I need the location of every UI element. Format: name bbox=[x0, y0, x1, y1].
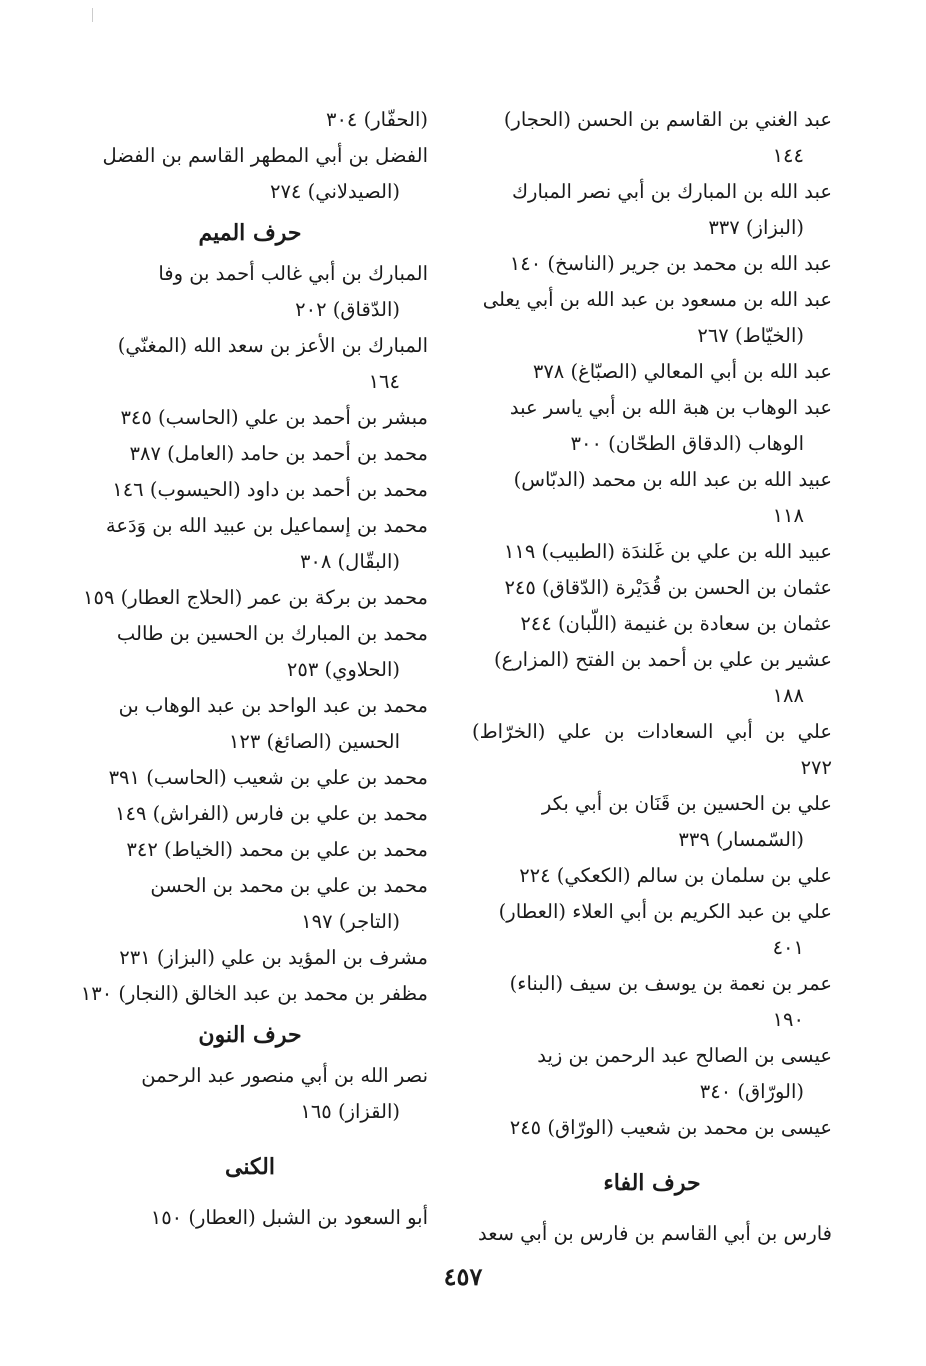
index-entry bbox=[472, 858, 832, 894]
entry-main: محمد بن المبارك بن الحسين بن طالب bbox=[116, 622, 428, 645]
index-entry bbox=[472, 462, 832, 534]
entry-main: عبد الله بن مسعود بن عبد الله بن أبي يعلى bbox=[482, 288, 832, 311]
entry-main: علي بن الحسين بن قَنَان بن أبي بكر bbox=[541, 792, 832, 815]
entry-continuation: ١٨٨ bbox=[772, 684, 804, 707]
index-entry bbox=[472, 966, 832, 1038]
entry-continuation: الوهاب (الدقاق الطحّان) ٣٠٠ bbox=[570, 432, 804, 455]
index-entry bbox=[72, 508, 428, 580]
index-entry bbox=[472, 174, 832, 246]
scan-mark bbox=[92, 8, 93, 22]
entry-main: عيسى بن الصالح عبد الرحمن بن زيد bbox=[537, 1044, 832, 1067]
entry-main: الفضل بن أبي المطهر القاسم بن الفضل bbox=[102, 144, 428, 167]
entry-main: محمد بن عبد الواحد بن عبد الوهاب بن bbox=[118, 694, 428, 717]
index-entry bbox=[472, 642, 832, 714]
entry-continuation: (التاجر) ١٩٧ bbox=[301, 910, 400, 933]
entry-main: عثمان بن الحسن بن قُدَيْرة (الدّقاق) ٢٤٥ bbox=[504, 576, 832, 599]
index-entry bbox=[472, 606, 832, 642]
meem-entry-list bbox=[72, 256, 428, 1012]
entry-continuation: (البقّال) ٣٠٨ bbox=[299, 550, 400, 573]
index-entry bbox=[72, 328, 428, 400]
entry-main: المبارك بن الأعز بن سعد الله (المغنّي) bbox=[117, 334, 428, 357]
index-entry bbox=[72, 616, 428, 688]
entry-main: محمد بن بركة بن عمر (الحلاج العطار) ١٥٩ bbox=[83, 586, 428, 609]
index-entry bbox=[72, 688, 428, 760]
heading-meem: حرف الميم bbox=[198, 220, 302, 246]
entry-main: (الحفّار) ٣٠٤ bbox=[325, 108, 428, 131]
entry-main: عثمان بن سعادة بن غنيمة (اللّبان) ٢٤٤ bbox=[520, 612, 832, 635]
index-entry bbox=[472, 354, 832, 390]
heading-faa: حرف الفاء bbox=[603, 1170, 701, 1196]
heading-kuna: الكنى bbox=[225, 1154, 275, 1180]
entry-continuation: ١٩٠ bbox=[772, 1008, 804, 1031]
entry-continuation: (الحلاوي) ٢٥٣ bbox=[286, 658, 400, 681]
entry-continuation: ١٤٤ bbox=[772, 144, 804, 167]
entry-main: نصر الله بن أبي منصور عبد الرحمن bbox=[141, 1064, 428, 1087]
entry-main: محمد بن علي بن شعيب (الحاسب) ٣٩١ bbox=[108, 766, 428, 789]
entry-continuation: (الورّاق) ٣٤٠ bbox=[699, 1080, 804, 1103]
entry-main: عمر بن نعمة بن يوسف بن سيف (البناء) bbox=[509, 972, 832, 995]
index-entry bbox=[72, 1200, 428, 1236]
entry-main: المبارك بن أبي غالب أحمد بن وفا bbox=[158, 262, 428, 285]
index-entry bbox=[72, 256, 428, 328]
entry-main: محمد بن أحمد بن داود (الحيسوب) ١٤٦ bbox=[112, 478, 428, 501]
right-entry-list bbox=[472, 102, 832, 1146]
index-entry bbox=[472, 714, 832, 786]
entry-main: عيسى بن محمد بن شعيب (الورّاق) ٢٤٥ bbox=[509, 1116, 832, 1139]
entry-continuation: (الدّقاق) ٢٠٢ bbox=[295, 298, 400, 321]
left-column bbox=[72, 102, 428, 1236]
index-entry bbox=[472, 282, 832, 354]
entry-main: عبد الله بن محمد بن جرير (الناسخ) ١٤٠ bbox=[509, 252, 832, 275]
left-top-list bbox=[72, 102, 428, 210]
entry-continuation: ١٦٤ bbox=[368, 370, 400, 393]
index-entry bbox=[72, 102, 428, 138]
entry-continuation: ٤٠١ bbox=[772, 936, 804, 959]
entry-faris bbox=[472, 1216, 832, 1252]
entry-main: عبد الله بن أبي المعالي (الصبّاغ) ٣٧٨ bbox=[532, 360, 832, 383]
index-entry bbox=[72, 832, 428, 868]
entry-main: مظفر بن محمد بن عبد الخالق (النجار) ١٣٠ bbox=[80, 982, 428, 1005]
entry-continuation: ١١٨ bbox=[772, 504, 804, 527]
index-entry bbox=[72, 1058, 428, 1130]
index-entry bbox=[72, 138, 428, 210]
entry-main: عبد الله بن المبارك بن أبي نصر المبارك bbox=[511, 180, 832, 203]
right-column bbox=[472, 102, 832, 1252]
index-entry bbox=[72, 868, 428, 940]
entry-main: عبيد الله بن عبد الله بن محمد (الدبّاس) bbox=[513, 468, 832, 491]
index-entry bbox=[472, 894, 832, 966]
entry-continuation: الحسين (الصائغ) ١٢٣ bbox=[228, 730, 400, 753]
index-entry bbox=[472, 246, 832, 282]
page-number: ٤٥٧ bbox=[443, 1262, 483, 1291]
heading-noon: حرف النون bbox=[198, 1022, 302, 1048]
entry-main: محمد بن إسماعيل بن عبيد الله بن وَدَعة bbox=[105, 514, 428, 537]
kuna-entry-list bbox=[72, 1200, 428, 1236]
entry-continuation: (البزاز) ٣٣٧ bbox=[708, 216, 804, 239]
entry-main: عبد الغني بن القاسم بن الحسن (الحجار) bbox=[503, 108, 832, 131]
entry-continuation: (القزاز) ١٦٥ bbox=[300, 1100, 400, 1123]
index-entry bbox=[472, 786, 832, 858]
index-entry bbox=[72, 580, 428, 616]
index-entry bbox=[72, 796, 428, 832]
index-entry bbox=[472, 1038, 832, 1110]
index-entry bbox=[72, 400, 428, 436]
entry-continuation: (السّمسار) ٣٣٩ bbox=[678, 828, 804, 851]
index-entry bbox=[472, 102, 832, 174]
entry-main: مشرف بن المؤيد بن علي (البزاز) ٢٣١ bbox=[119, 946, 428, 969]
entry-main: علي بن سلمان بن سالم (الكعكي) ٢٢٤ bbox=[519, 864, 832, 887]
index-entry bbox=[72, 976, 428, 1012]
index-entry bbox=[72, 760, 428, 796]
index-entry bbox=[72, 436, 428, 472]
entry-main: عبد الوهاب بن هبة الله بن أبي ياسر عبد bbox=[509, 396, 832, 419]
entry-main: عشير بن علي بن أحمد بن الفتح (المزارع) bbox=[494, 648, 832, 671]
entry-main: محمد بن علي بن محمد (الخياط) ٣٤٢ bbox=[126, 838, 428, 861]
entry-main: مبشر بن أحمد بن علي (الحاسب) ٣٤٥ bbox=[120, 406, 428, 429]
index-entry bbox=[72, 472, 428, 508]
entry-main: علي بن عبد الكريم بن أبي العلاء (العطار) bbox=[498, 900, 832, 923]
entry-main: محمد بن أحمد بن حامد (العامل) ٣٨٧ bbox=[129, 442, 428, 465]
entry-continuation: (الخيّاط) ٢٦٧ bbox=[697, 324, 804, 347]
index-entry bbox=[472, 534, 832, 570]
entry-main: أبو السعود بن الشبل (العطار) ١٥٠ bbox=[150, 1206, 428, 1229]
entry-continuation: (الصيدلاني) ٢٧٤ bbox=[269, 180, 400, 203]
index-entry bbox=[472, 390, 832, 462]
entry-main: محمد بن علي بن محمد بن الحسن bbox=[150, 874, 428, 897]
noon-entry-list bbox=[72, 1058, 428, 1130]
index-entry bbox=[472, 1110, 832, 1146]
entry-main: علي بن أبي السعادات بن علي (الخرّاط) ٢٧٢ bbox=[472, 720, 832, 779]
index-entry bbox=[472, 570, 832, 606]
index-entry bbox=[72, 940, 428, 976]
entry-main: عبيد الله بن علي بن غَلندَة (الطبيب) ١١٩ bbox=[503, 540, 832, 563]
entry-main: محمد بن علي بن فارس (الفراش) ١٤٩ bbox=[115, 802, 428, 825]
entry-main: فارس بن أبي القاسم بن فارس بن أبي سعد bbox=[477, 1222, 832, 1245]
